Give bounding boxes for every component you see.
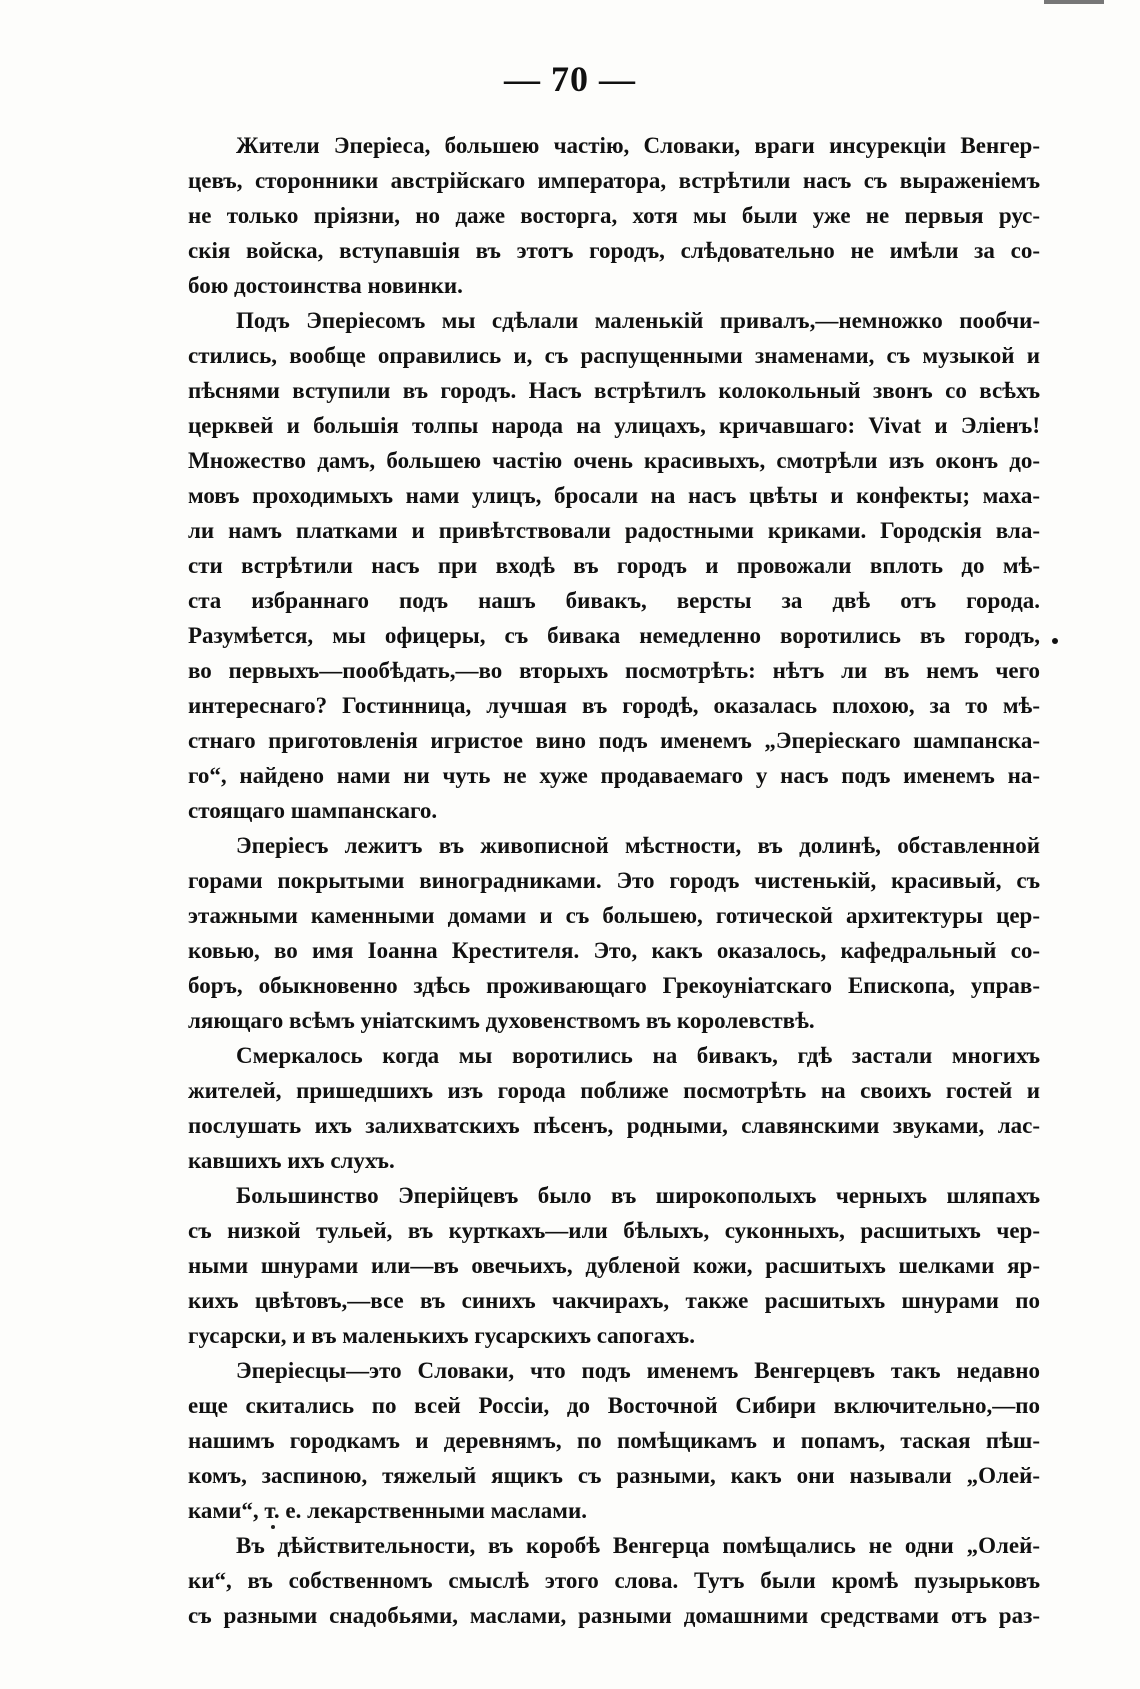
page-number: — 70 —: [504, 59, 636, 99]
text-line: кавшихъ ихъ слухъ.: [188, 1148, 395, 1173]
text-line: Жители Эперіеса, большею частію, Словаки, враги инсурекціи Венгер-: [236, 133, 1040, 158]
paragraph-2: [188, 303, 1040, 828]
text-line: Большинство Эперійцевъ было въ широкополыхъ черныхъ шляпахъ: [236, 1183, 1040, 1208]
text-line: еще скитались по всей Россіи, до Восточной Сибири включительно,—по: [188, 1393, 1040, 1418]
text-line: ковью, во имя Іоанна Крестителя. Это, какъ оказалось, кафедральный со-: [188, 938, 1040, 963]
text-line: во первыхъ—пообѣдать,—во вторыхъ посмотрѣть: нѣтъ ли въ немъ чего: [188, 658, 1040, 683]
paragraph-4: [188, 1038, 1040, 1178]
text-line: кихъ цвѣтовъ,—все въ синихъ чакчирахъ, также расшитыхъ шнурами по: [188, 1288, 1040, 1313]
paragraph-7: [188, 1528, 1040, 1633]
text-line: комъ, заспиною, тяжелый ящикъ съ разными, какъ они называли „Олей-: [188, 1463, 1040, 1488]
scan-speck: [271, 1525, 275, 1529]
margin-ink-dot: [1052, 638, 1058, 644]
paragraph-3: [188, 828, 1040, 1038]
paragraph-6: [188, 1353, 1040, 1528]
text-line: цевъ, сторонники австрійскаго императора, встрѣтили насъ съ выраженіемъ: [188, 168, 1040, 193]
paragraph-1: [188, 128, 1040, 303]
text-line: стнаго приготовленія игристое вино подъ именемъ „Эперіескаго шампанска-: [188, 728, 1040, 753]
scan-edge-mark: [1044, 0, 1104, 4]
text-line: нашимъ городкамъ и деревнямъ, по помѣщикамъ и попамъ, таская пѣш-: [188, 1428, 1040, 1453]
text-line: Разумѣется, мы офицеры, съ бивака немедленно воротились въ городъ,: [188, 623, 1040, 648]
text-line: ки“, въ собственномъ смыслѣ этого слова. Тутъ были кромѣ пузырьковъ: [188, 1568, 1040, 1593]
text-line: ными шнурами или—въ овечьихъ, дубленой кожи, расшитыхъ шелками яр-: [188, 1253, 1040, 1278]
text-line: ками“, т. е. лекарственными маслами.: [188, 1498, 587, 1523]
text-line: съ низкой тульей, въ курткахъ—или бѣлыхъ, суконныхъ, расшитыхъ чер-: [188, 1218, 1040, 1243]
text-line: пѣснями вступили въ городъ. Насъ встрѣтилъ колокольный звонъ со всѣхъ: [188, 378, 1040, 403]
text-line: Эперіесъ лежитъ въ живописной мѣстности, въ долинѣ, обставленной: [236, 833, 1040, 858]
text-line: го“, найдено нами ни чуть не хуже продаваемаго у насъ подъ именемъ на-: [188, 763, 1040, 788]
text-line: Въ дѣйствительности, въ коробѣ Венгерца помѣщались не одни „Олей-: [236, 1533, 1040, 1558]
text-line: сти встрѣтили насъ при входѣ въ городъ и провожали вплоть до мѣ-: [188, 553, 1040, 578]
text-line: стоящаго шампанскаго.: [188, 798, 438, 823]
text-line: стились, вообще оправились и, съ распущенными знаменами, съ музыкой и: [188, 343, 1040, 368]
text-line: ста избраннаго подъ нашъ бивакъ, версты за двѣ отъ города.: [188, 588, 1040, 613]
page-body: [188, 128, 1040, 1633]
text-line: жителей, пришедшихъ изъ города поближе посмотрѣть на своихъ гостей и: [188, 1078, 1040, 1103]
text-line: съ разными снадобьями, маслами, разными домашними средствами отъ раз-: [188, 1603, 1040, 1628]
text-line: Смеркалось когда мы воротились на бивакъ, гдѣ застали многихъ: [236, 1043, 1040, 1068]
text-line: боръ, обыкновенно здѣсь проживающаго Грекоуніатскаго Епископа, управ-: [188, 973, 1040, 998]
text-line: послушать ихъ залихватскихъ пѣсенъ, родными, славянскими звуками, лас-: [188, 1113, 1040, 1138]
text-line: Множество дамъ, большею частію очень красивыхъ, смотрѣли изъ оконъ до-: [188, 448, 1040, 473]
text-line: ляющаго всѣмъ уніатскимъ духовенствомъ въ королевствѣ.: [188, 1008, 815, 1033]
text-line: Эперіесцы—это Словаки, что подъ именемъ Венгерцевъ такъ недавно: [236, 1358, 1040, 1383]
text-line: Подъ Эперіесомъ мы сдѣлали маленькій привалъ,—немножко пообчи-: [236, 308, 1040, 333]
paragraph-5: [188, 1178, 1040, 1353]
text-line: скія войска, вступавшія въ этотъ городъ, слѣдовательно не имѣли за со-: [188, 238, 1040, 263]
text-line: гусарски, и въ маленькихъ гусарскихъ сапогахъ.: [188, 1323, 695, 1348]
text-line: мовъ проходимыхъ нами улицъ, бросали на насъ цвѣты и конфекты; маха-: [188, 483, 1040, 508]
text-line: бою достоинства новинки.: [188, 273, 463, 298]
text-line: ли намъ платками и привѣтствовали радостными криками. Городскія вла-: [188, 518, 1040, 543]
text-line: горами покрытыми виноградниками. Это городъ чистенькій, красивый, съ: [188, 868, 1040, 893]
text-line: этажными каменными домами и съ большею, готической архитектуры цер-: [188, 903, 1040, 928]
text-line: интереснаго? Гостинница, лучшая въ городѣ, оказалась плохою, за то мѣ-: [188, 693, 1040, 718]
text-line: не только пріязни, но даже восторга, хотя мы были уже не первыя рус-: [188, 203, 1040, 228]
text-line: церквей и большія толпы народа на улицахъ, кричавшаго: Vivat и Эліенъ!: [188, 413, 1040, 438]
